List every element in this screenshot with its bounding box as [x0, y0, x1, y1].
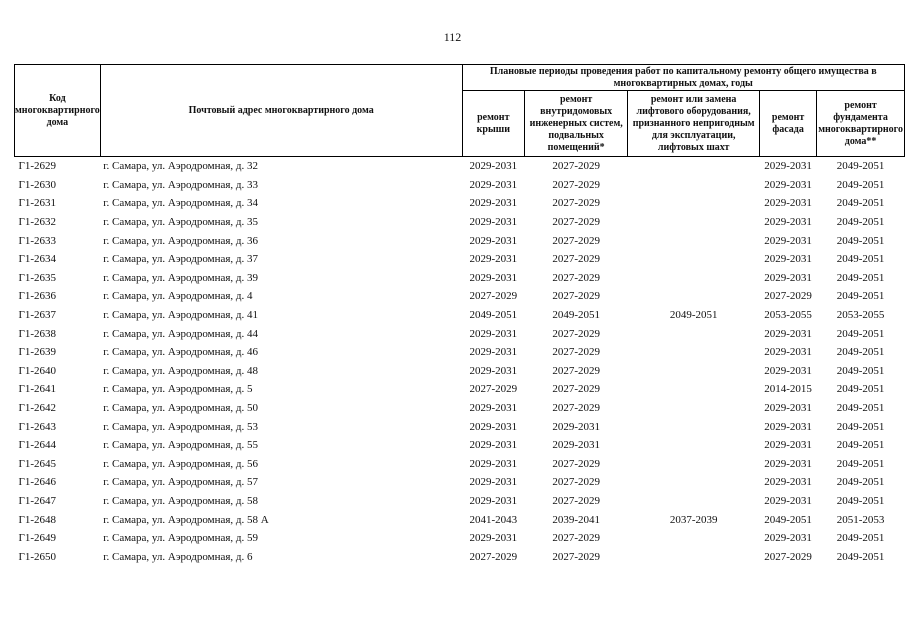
header-address: Почтовый адрес многоквартирного дома: [100, 65, 462, 157]
cell-foundation: 2049-2051: [836, 346, 885, 359]
cell-code: Г1-2632: [18, 216, 57, 229]
cell-code: Г1-2644: [18, 439, 57, 452]
cell-roof: 2029-2031: [469, 364, 518, 377]
table-row: [15, 529, 905, 548]
cell-address: г. Самара, ул. Аэродромная, д. 44: [103, 327, 259, 340]
cell-address: г. Самара, ул. Аэродромная, д. 34: [103, 197, 259, 210]
cell-foundation: 2049-2051: [836, 439, 885, 452]
cell-roof: 2049-2051: [469, 309, 518, 322]
cell-facade: 2029-2031: [764, 197, 812, 210]
cell-facade: 2029-2031: [764, 420, 812, 433]
table-row: [15, 510, 905, 529]
cell-roof: 2029-2031: [469, 197, 518, 210]
header-lift: ремонт или замена лифтового оборудования, признанного непригодным для эксплуатации, лифтовых шахт: [628, 91, 760, 157]
cell-code: Г1-2629: [18, 160, 57, 173]
table-row: [15, 157, 905, 176]
cell-code: Г1-2633: [18, 234, 57, 247]
header-facade: ремонт фасада: [760, 91, 817, 157]
cell-facade: 2029-2031: [764, 346, 812, 359]
cell-facade: 2027-2029: [764, 550, 812, 563]
cell-facade: 2029-2031: [764, 234, 812, 247]
cell-address: г. Самара, ул. Аэродромная, д. 41: [103, 309, 259, 322]
cell-roof: 2029-2031: [469, 327, 518, 340]
cell-facade: 2029-2031: [764, 402, 812, 415]
cell-address: г. Самара, ул. Аэродромная, д. 6: [103, 550, 253, 563]
cell-code: Г1-2648: [18, 513, 57, 526]
header-code: Код многоквартирного дома: [15, 65, 101, 157]
cell-systems: 2027-2029: [552, 476, 600, 489]
cell-address: г. Самара, ул. Аэродромная, д. 37: [103, 253, 259, 266]
cell-roof: 2029-2031: [469, 402, 518, 415]
cell-code: Г1-2641: [18, 383, 57, 396]
cell-roof: 2029-2031: [469, 420, 518, 433]
cell-systems: 2027-2029: [552, 364, 600, 377]
cell-systems: 2049-2051: [552, 309, 600, 322]
cell-address: г. Самара, ул. Аэродромная, д. 58: [103, 494, 259, 507]
cell-address: г. Самара, ул. Аэродромная, д. 46: [103, 346, 259, 359]
cell-foundation: 2049-2051: [836, 271, 885, 284]
cell-code: Г1-2637: [18, 309, 57, 322]
cell-address: г. Самара, ул. Аэродромная, д. 39: [103, 271, 259, 284]
page-number: 112: [443, 30, 462, 44]
cell-roof: 2041-2043: [469, 513, 518, 526]
cell-systems: 2027-2029: [552, 402, 600, 415]
cell-lift: [628, 194, 760, 213]
cell-address: г. Самара, ул. Аэродромная, д. 48: [103, 364, 259, 377]
cell-code: Г1-2638: [18, 327, 57, 340]
cell-systems: 2039-2041: [552, 513, 600, 526]
cell-address: г. Самара, ул. Аэродромная, д. 5: [103, 383, 253, 396]
cell-foundation: 2049-2051: [836, 290, 885, 303]
cell-facade: 2027-2029: [764, 290, 812, 303]
cell-lift: [628, 287, 760, 306]
cell-systems: 2027-2029: [552, 457, 600, 470]
cell-roof: 2029-2031: [469, 532, 518, 545]
cell-roof: 2029-2031: [469, 234, 518, 247]
table-row: [15, 306, 905, 325]
cell-code: Г1-2634: [18, 253, 57, 266]
cell-code: Г1-2643: [18, 420, 57, 433]
cell-address: г. Самара, ул. Аэродромная, д. 35: [103, 216, 259, 229]
cell-code: Г1-2646: [18, 476, 57, 489]
cell-systems: 2027-2029: [552, 234, 600, 247]
cell-address: г. Самара, ул. Аэродромная, д. 59: [103, 532, 259, 545]
header-periods: Плановые периоды проведения работ по капитальному ремонту общего имущества в многоквартирных домах, годы: [462, 65, 904, 91]
table-row: [15, 324, 905, 343]
cell-facade: 2029-2031: [764, 532, 812, 545]
cell-code: Г1-2647: [18, 494, 57, 507]
cell-lift: [628, 343, 760, 362]
table-row: [15, 399, 905, 418]
header-foundation: ремонт фундамента многоквартирного дома**: [817, 91, 905, 157]
table-row: [15, 492, 905, 511]
cell-foundation: 2049-2051: [836, 550, 885, 563]
cell-address: г. Самара, ул. Аэродромная, д. 4: [103, 290, 253, 303]
cell-systems: 2027-2029: [552, 178, 600, 191]
cell-address: г. Самара, ул. Аэродромная, д. 58 А: [103, 513, 269, 526]
cell-lift: 2049-2051: [669, 309, 718, 322]
cell-code: Г1-2649: [18, 532, 57, 545]
cell-code: Г1-2642: [18, 402, 57, 415]
cell-systems: 2027-2029: [552, 290, 600, 303]
cell-code: Г1-2640: [18, 364, 57, 377]
table-row: [15, 473, 905, 492]
cell-facade: 2029-2031: [764, 494, 812, 507]
cell-facade: 2014-2015: [764, 383, 812, 396]
cell-foundation: 2049-2051: [836, 216, 885, 229]
cell-facade: 2029-2031: [764, 253, 812, 266]
cell-foundation: 2051-2053: [836, 513, 885, 526]
cell-foundation: 2049-2051: [836, 494, 885, 507]
cell-facade: 2029-2031: [764, 178, 812, 191]
cell-systems: 2027-2029: [552, 197, 600, 210]
table-row: [15, 436, 905, 455]
cell-foundation: 2049-2051: [836, 532, 885, 545]
cell-systems: 2027-2029: [552, 532, 600, 545]
cell-lift: [628, 269, 760, 288]
cell-code: Г1-2631: [18, 197, 57, 210]
cell-lift: [628, 417, 760, 436]
cell-code: Г1-2639: [18, 346, 57, 359]
cell-address: г. Самара, ул. Аэродромная, д. 36: [103, 234, 259, 247]
table-row: [15, 287, 905, 306]
table-row: [15, 343, 905, 362]
table-row: [15, 231, 905, 250]
cell-systems: 2027-2029: [552, 494, 600, 507]
cell-code: Г1-2650: [18, 550, 57, 563]
cell-address: г. Самара, ул. Аэродромная, д. 53: [103, 420, 259, 433]
cell-facade: 2029-2031: [764, 476, 812, 489]
cell-facade: 2029-2031: [764, 457, 812, 470]
table-row: [15, 455, 905, 474]
cell-lift: [628, 529, 760, 548]
cell-foundation: 2049-2051: [836, 160, 885, 173]
table-row: [15, 250, 905, 269]
cell-lift: 2037-2039: [669, 513, 718, 526]
cell-facade: 2029-2031: [764, 160, 812, 173]
cell-lift: [628, 157, 760, 176]
cell-roof: 2029-2031: [469, 178, 518, 191]
cell-lift: [628, 399, 760, 418]
cell-lift: [628, 250, 760, 269]
cell-lift: [628, 492, 760, 511]
cell-roof: 2027-2029: [469, 290, 518, 303]
cell-facade: 2029-2031: [764, 364, 812, 377]
cell-roof: 2027-2029: [469, 383, 518, 396]
cell-roof: 2029-2031: [469, 271, 518, 284]
cell-lift: [628, 455, 760, 474]
table-row: [15, 547, 905, 566]
table-row: [15, 176, 905, 195]
cell-code: Г1-2630: [18, 178, 57, 191]
cell-address: г. Самара, ул. Аэродромная, д. 56: [103, 457, 259, 470]
cell-facade: 2029-2031: [764, 271, 812, 284]
cell-systems: 2027-2029: [552, 253, 600, 266]
cell-lift: [628, 176, 760, 195]
cell-facade: 2053-2055: [764, 309, 812, 322]
cell-lift: [628, 362, 760, 381]
cell-roof: 2029-2031: [469, 457, 518, 470]
cell-lift: [628, 473, 760, 492]
cell-systems: 2027-2029: [552, 160, 600, 173]
table-body: [15, 157, 905, 567]
cell-foundation: 2049-2051: [836, 476, 885, 489]
cell-systems: 2027-2029: [552, 346, 600, 359]
cell-systems: 2027-2029: [552, 383, 600, 396]
cell-lift: [628, 213, 760, 232]
cell-lift: [628, 547, 760, 566]
cell-foundation: 2049-2051: [836, 457, 885, 470]
cell-systems: 2027-2029: [552, 550, 600, 563]
cell-foundation: 2049-2051: [836, 420, 885, 433]
table-row: [15, 362, 905, 381]
cell-facade: 2029-2031: [764, 439, 812, 452]
cell-roof: 2027-2029: [469, 550, 518, 563]
header-systems: ремонт внутридомовых инженерных систем, подвальных помещений*: [525, 91, 628, 157]
cell-code: Г1-2645: [18, 457, 57, 470]
table-row: [15, 380, 905, 399]
cell-address: г. Самара, ул. Аэродромная, д. 32: [103, 160, 259, 173]
cell-systems: 2029-2031: [552, 420, 600, 433]
cell-foundation: 2049-2051: [836, 178, 885, 191]
cell-systems: 2027-2029: [552, 216, 600, 229]
cell-address: г. Самара, ул. Аэродромная, д. 50: [103, 402, 259, 415]
cell-code: Г1-2636: [18, 290, 57, 303]
cell-roof: 2029-2031: [469, 476, 518, 489]
cell-facade: 2029-2031: [764, 327, 812, 340]
table-row: [15, 417, 905, 436]
cell-roof: 2029-2031: [469, 439, 518, 452]
cell-systems: 2027-2029: [552, 271, 600, 284]
cell-lift: [628, 324, 760, 343]
cell-address: г. Самара, ул. Аэродромная, д. 55: [103, 439, 259, 452]
cell-foundation: 2049-2051: [836, 327, 885, 340]
cell-facade: 2029-2031: [764, 216, 812, 229]
cell-foundation: 2053-2055: [836, 309, 885, 322]
cell-foundation: 2049-2051: [836, 253, 885, 266]
cell-lift: [628, 436, 760, 455]
cell-facade: 2049-2051: [764, 513, 812, 526]
cell-foundation: 2049-2051: [836, 197, 885, 210]
cell-lift: [628, 380, 760, 399]
cell-systems: 2029-2031: [552, 439, 600, 452]
cell-roof: 2029-2031: [469, 494, 518, 507]
cell-foundation: 2049-2051: [836, 402, 885, 415]
cell-address: г. Самара, ул. Аэродромная, д. 57: [103, 476, 259, 489]
cell-foundation: 2049-2051: [836, 364, 885, 377]
header-roof: ремонт крыши: [462, 91, 525, 157]
cell-roof: 2029-2031: [469, 216, 518, 229]
table-row: [15, 269, 905, 288]
table-row: [15, 213, 905, 232]
cell-roof: 2029-2031: [469, 346, 518, 359]
cell-roof: 2029-2031: [469, 253, 518, 266]
cell-code: Г1-2635: [18, 271, 57, 284]
cell-address: г. Самара, ул. Аэродромная, д. 33: [103, 178, 259, 191]
cell-roof: 2029-2031: [469, 160, 518, 173]
cell-foundation: 2049-2051: [836, 234, 885, 247]
table-row: [15, 194, 905, 213]
cell-systems: 2027-2029: [552, 327, 600, 340]
repair-schedule-table: [14, 64, 905, 566]
cell-lift: [628, 231, 760, 250]
cell-foundation: 2049-2051: [836, 383, 885, 396]
